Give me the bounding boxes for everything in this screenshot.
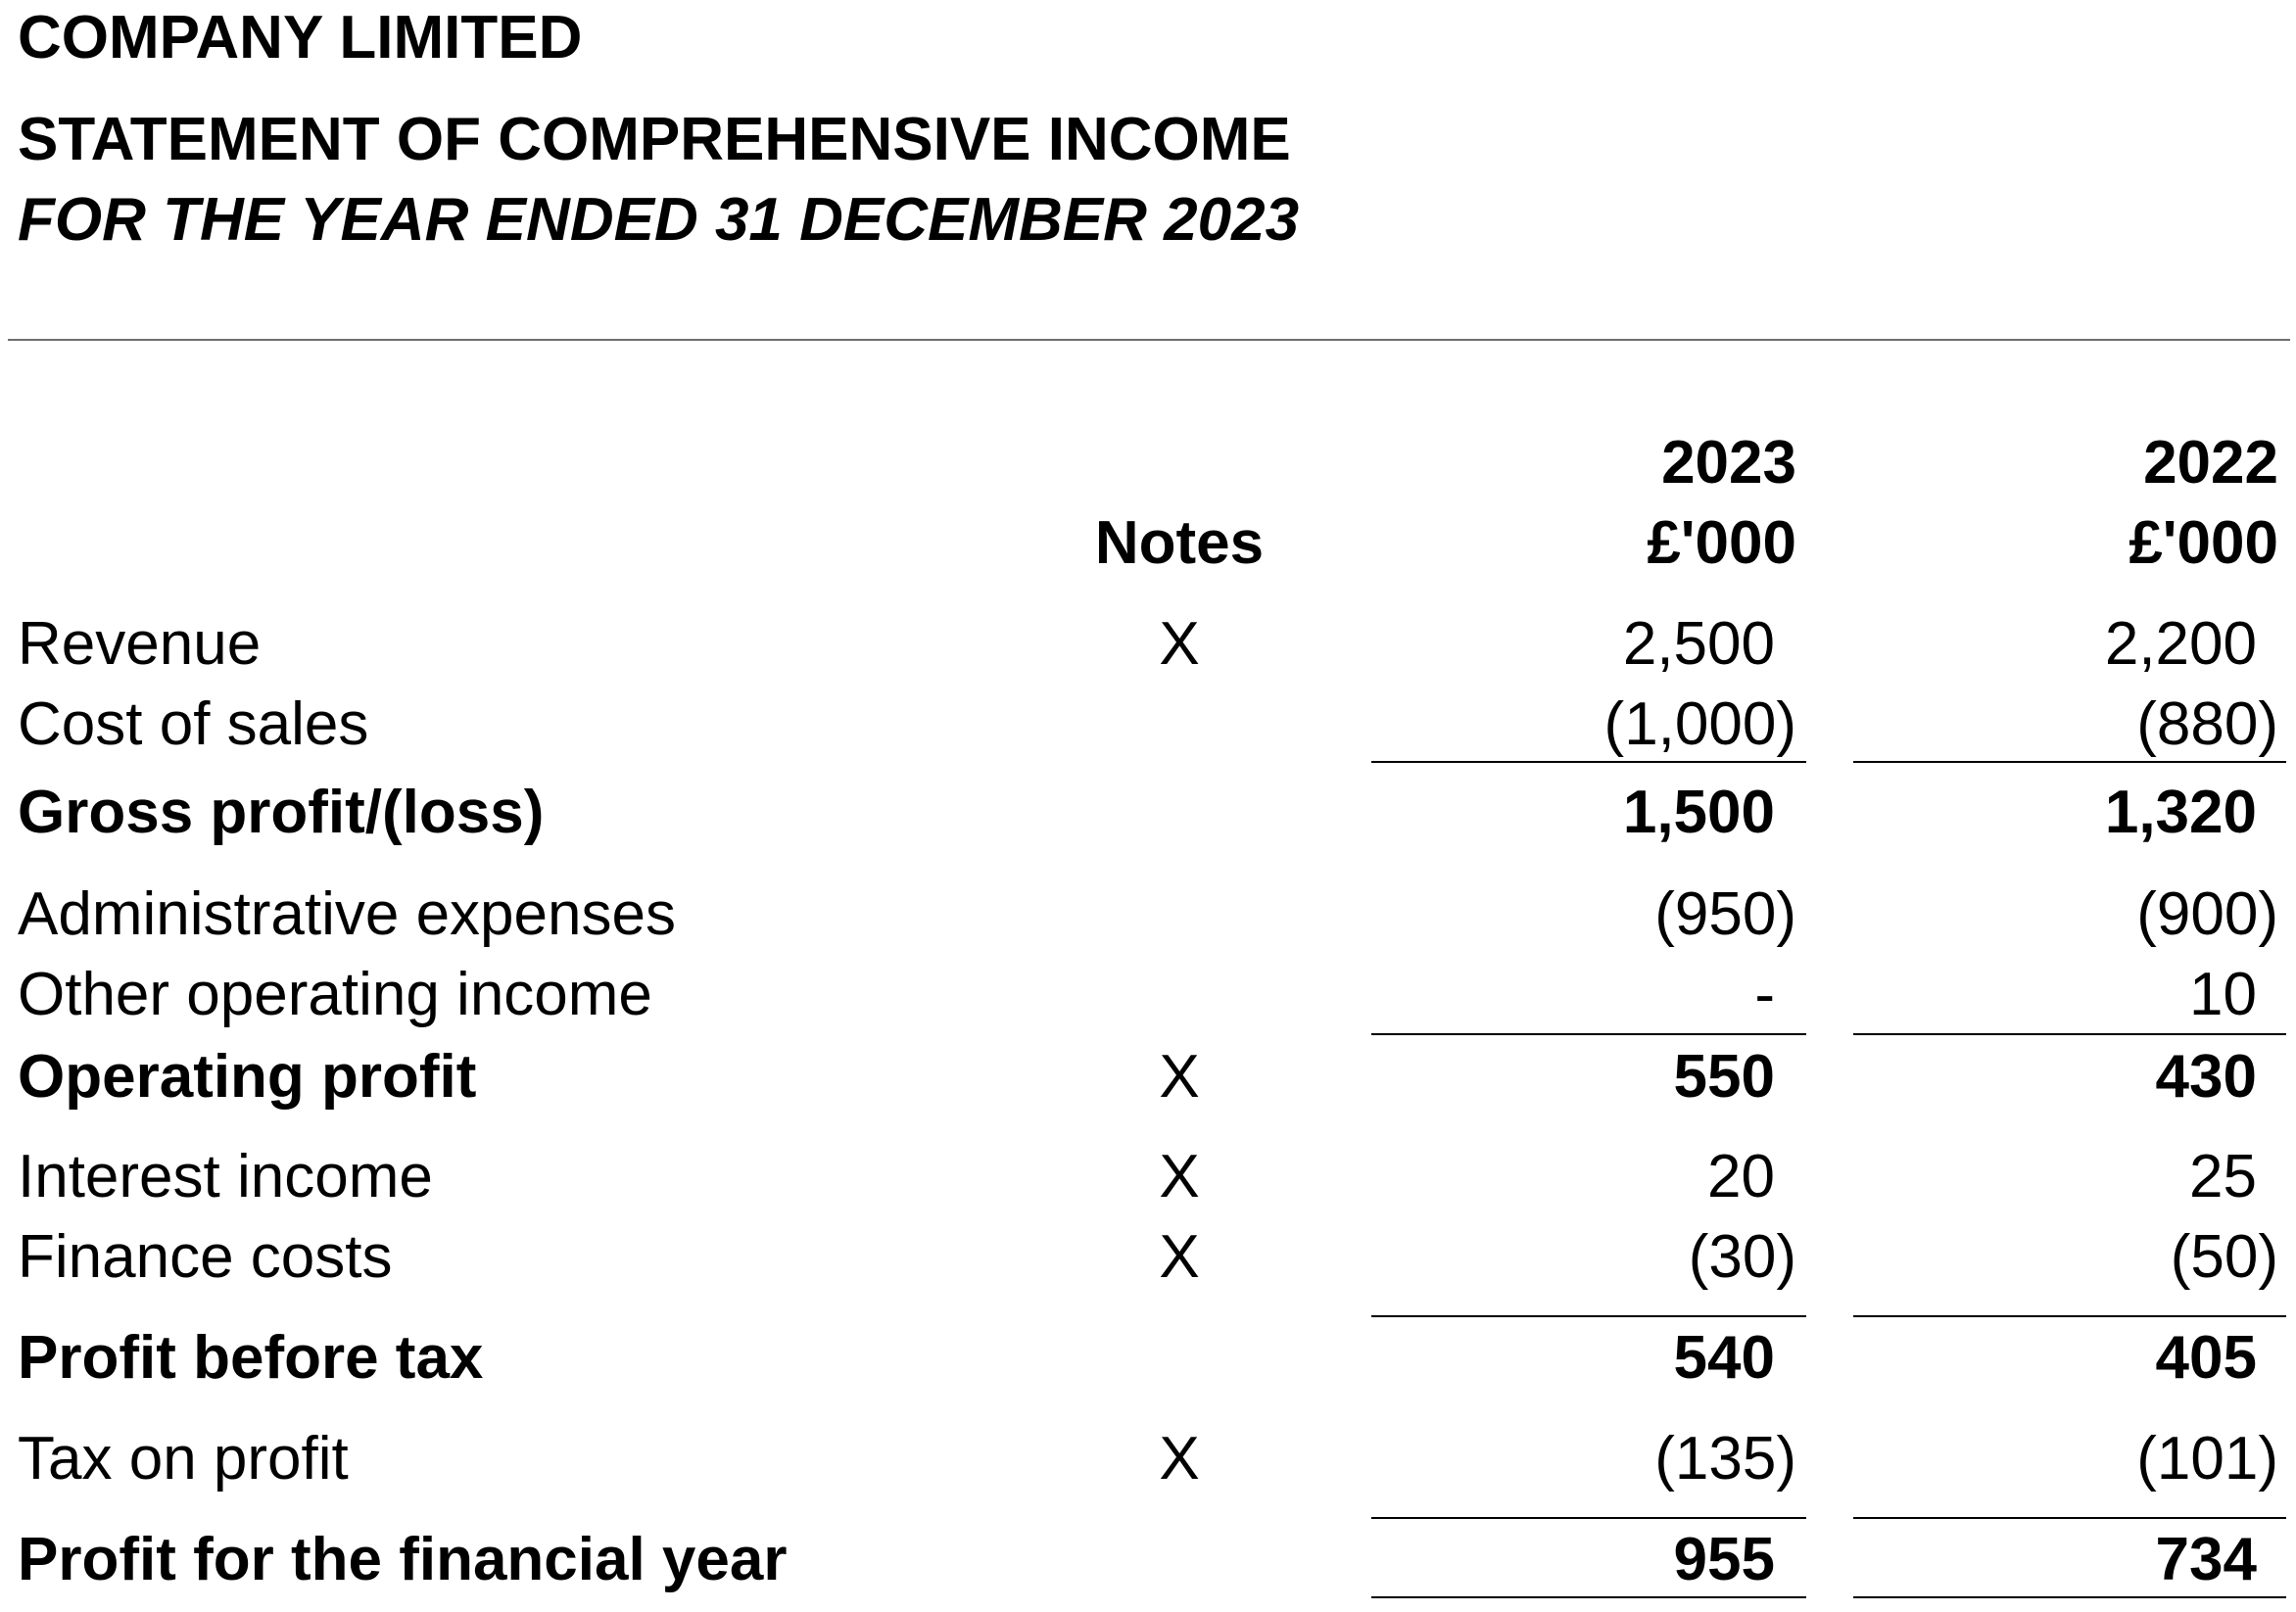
column-currency-2022: £'000: [2129, 509, 2278, 577]
row-label: Profit before tax: [18, 1324, 484, 1392]
row-note: X: [1159, 610, 1200, 678]
row-value-2022: 734: [2155, 1526, 2257, 1593]
row-value-2022: 405: [2155, 1324, 2257, 1392]
row-label: Tax on profit: [18, 1425, 349, 1493]
row-value-2023: 550: [1673, 1043, 1775, 1111]
row-value-2022: (880): [2136, 690, 2278, 758]
total-rule: [1371, 1596, 1806, 1598]
row-value-2023: (30): [1688, 1223, 1796, 1291]
subtotal-rule: [1371, 761, 1806, 763]
row-value-2023: 20: [1707, 1143, 1775, 1210]
header-divider: [8, 339, 2290, 341]
row-value-2023: 540: [1673, 1324, 1775, 1392]
row-label: Other operating income: [18, 961, 652, 1028]
row-label: Cost of sales: [18, 690, 369, 758]
row-note: X: [1159, 1143, 1200, 1210]
row-label: Administrative expenses: [18, 880, 676, 948]
row-value-2022: (101): [2136, 1425, 2278, 1493]
subtotal-rule: [1853, 1033, 2286, 1035]
row-value-2022: 10: [2189, 961, 2257, 1028]
column-year-2022: 2022: [2143, 429, 2278, 497]
row-value-2022: 430: [2155, 1043, 2257, 1111]
row-value-2023: (135): [1654, 1425, 1796, 1493]
row-note: X: [1159, 1223, 1200, 1291]
statement-period: FOR THE YEAR ENDED 31 DECEMBER 2023: [18, 186, 1300, 254]
row-value-2023: (1,000): [1603, 690, 1796, 758]
subtotal-rule: [1371, 1517, 1806, 1519]
row-note: X: [1159, 1043, 1200, 1111]
row-label: Operating profit: [18, 1043, 477, 1111]
row-label: Profit for the financial year: [18, 1526, 788, 1593]
column-year-2023: 2023: [1661, 429, 1796, 497]
subtotal-rule: [1371, 1315, 1806, 1317]
row-value-2023: 2,500: [1622, 610, 1775, 678]
subtotal-rule: [1853, 1315, 2286, 1317]
subtotal-rule: [1853, 761, 2286, 763]
subtotal-rule: [1853, 1517, 2286, 1519]
row-value-2023: 1,500: [1622, 779, 1775, 846]
row-note: X: [1159, 1425, 1200, 1493]
row-label: Finance costs: [18, 1223, 393, 1291]
row-value-2023: (950): [1654, 880, 1796, 948]
row-value-2022: (50): [2170, 1223, 2278, 1291]
company-name: COMPANY LIMITED: [18, 4, 583, 71]
row-label: Interest income: [18, 1143, 433, 1210]
row-value-2023: -: [1754, 961, 1775, 1028]
total-rule: [1853, 1596, 2286, 1598]
row-value-2022: 2,200: [2104, 610, 2257, 678]
row-label: Gross profit/(loss): [18, 779, 545, 846]
column-currency-2023: £'000: [1647, 509, 1796, 577]
column-notes: Notes: [1094, 509, 1265, 577]
row-label: Revenue: [18, 610, 262, 678]
row-value-2022: 25: [2189, 1143, 2257, 1210]
row-value-2022: (900): [2136, 880, 2278, 948]
row-value-2022: 1,320: [2104, 779, 2257, 846]
row-value-2023: 955: [1673, 1526, 1775, 1593]
statement-title: STATEMENT OF COMPREHENSIVE INCOME: [18, 106, 1291, 173]
subtotal-rule: [1371, 1033, 1806, 1035]
